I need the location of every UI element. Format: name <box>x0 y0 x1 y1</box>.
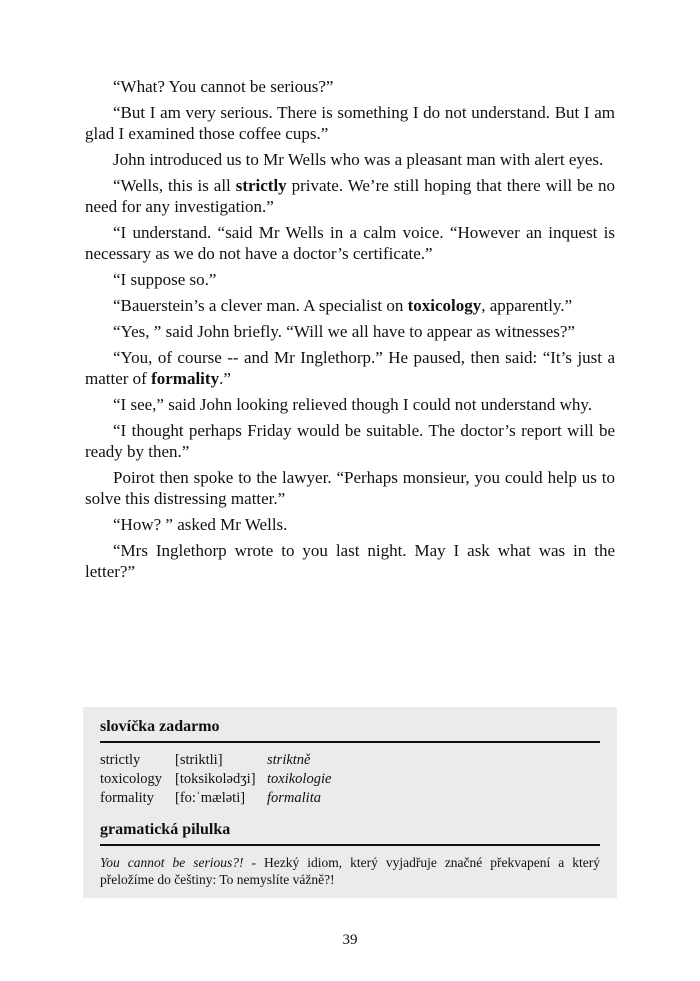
grammar-note-text: - Hezký idiom, který vyjadřuje značné překvapení a který přeložíme do češtiny: To nemyslíte vážně?! <box>100 855 600 887</box>
paragraph-text: “Bauerstein’s a clever man. A specialist on <box>113 296 408 315</box>
paragraph-text: , apparently.” <box>481 296 573 315</box>
grammar-note-idiom: You cannot be serious?! <box>100 855 244 870</box>
vocab-phonetic: [toksikolədʒi] <box>175 771 256 787</box>
grammar-box-title: gramatická pilulka <box>100 821 231 838</box>
paragraph <box>85 467 615 509</box>
vocab-translation: striktně <box>267 752 311 768</box>
paragraph-text: private. We’re still hoping that there will be no need for any investigation.” <box>85 176 615 216</box>
paragraph <box>85 149 615 170</box>
paragraph-text: .” <box>219 369 231 388</box>
paragraph <box>85 514 615 535</box>
bold-vocab-word: toxicology <box>407 296 482 315</box>
paragraph-text: “I thought perhaps Friday would be suitable. The doctor’s report will be ready by then.” <box>85 421 615 461</box>
paragraph <box>85 321 615 342</box>
paragraph-text: “I suppose so.” <box>113 270 217 289</box>
paragraph <box>85 540 615 582</box>
paragraph <box>85 102 615 144</box>
paragraph <box>85 394 615 415</box>
divider-rule <box>100 844 600 846</box>
page-number: 39 <box>342 932 358 948</box>
vocab-table <box>100 751 600 808</box>
paragraph-text: Poirot then spoke to the lawyer. “Perhaps monsieur, you could help us to solve this distressing matter.” <box>85 468 615 508</box>
paragraph-text: “How? ” asked Mr Wells. <box>113 515 288 534</box>
paragraph-text: “Yes, ” said John briefly. “Will we all have to appear as witnesses?” <box>113 322 575 341</box>
paragraph-text: “But I am very serious. There is something I do not understand. But I am glad I examined those coffee cups.” <box>85 103 615 143</box>
paragraph-text: “What? You cannot be serious?” <box>113 77 334 96</box>
paragraph <box>85 175 615 217</box>
vocab-word: strictly <box>100 752 141 768</box>
vocab-row <box>100 789 600 808</box>
vocab-phonetic: [fo:ˈmæləti] <box>175 790 246 806</box>
vocabulary-box <box>83 707 617 898</box>
paragraph-text: “Mrs Inglethorp wrote to you last night. May I ask what was in the letter?” <box>85 541 615 581</box>
vocab-row <box>100 770 600 789</box>
bold-vocab-word: formality <box>151 369 220 388</box>
vocab-word: toxicology <box>100 771 163 787</box>
vocab-row <box>100 751 600 770</box>
story <box>85 76 615 587</box>
paragraph <box>85 420 615 462</box>
paragraph <box>85 295 615 316</box>
paragraph-text: “You, of course -- and Mr Inglethorp.” He paused, then said: “It’s just a matter of <box>85 348 615 388</box>
grammar-note <box>100 854 600 888</box>
vocab-translation: toxikologie <box>267 771 332 787</box>
paragraph <box>85 269 615 290</box>
paragraph-text: John introduced us to Mr Wells who was a pleasant man with alert eyes. <box>113 150 604 169</box>
paragraph <box>85 222 615 264</box>
paragraph-text: “I see,” said John looking relieved though I could not understand why. <box>113 395 593 414</box>
divider-rule <box>100 741 600 743</box>
paragraph <box>85 347 615 389</box>
paragraph-text: “Wells, this is all <box>113 176 236 195</box>
paragraph-text: “I understand. “said Mr Wells in a calm voice. “However an inquest is necessary as we do not have a doctor’s certificate.” <box>85 223 615 263</box>
bold-vocab-word: strictly <box>235 176 287 195</box>
vocab-phonetic: [striktli] <box>175 752 223 768</box>
vocab-word: formality <box>100 790 154 806</box>
vocab-translation: formalita <box>267 790 321 806</box>
paragraph <box>85 76 615 97</box>
vocab-box-title: slovíčka zadarmo <box>100 718 220 735</box>
